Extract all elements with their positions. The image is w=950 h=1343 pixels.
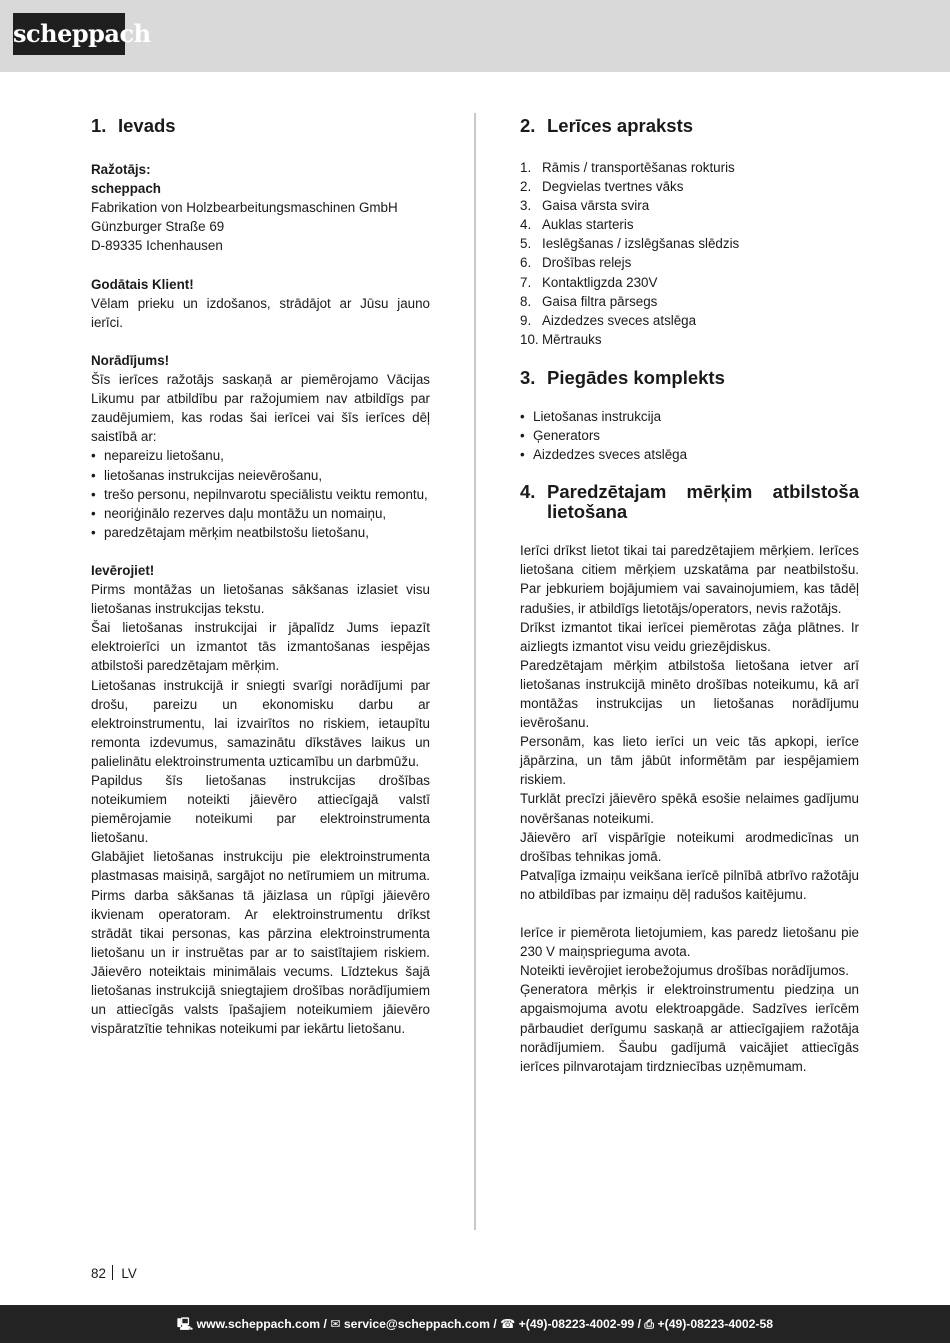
address-line: D-89335 Ichenhausen (91, 238, 223, 254)
list-item (520, 234, 859, 253)
list-item (520, 215, 859, 234)
language-code: LV (121, 1266, 137, 1281)
list-item (520, 196, 859, 215)
list-item: • paredzētajam mērķim neatbilstošu lietošanu, (91, 523, 430, 542)
list-item (520, 273, 859, 292)
fax-number: +(49)-08223-4002-58 (657, 1317, 774, 1331)
note-list (91, 446, 430, 541)
item-number: 3. (520, 198, 532, 214)
item-number: 5. (520, 236, 532, 252)
item-number: 9. (520, 312, 532, 328)
manufacturer-label: Ražotājs: (91, 162, 151, 177)
item-text: Kontaktligzda 230V (542, 274, 658, 290)
heading-text: Lerīces apraksts (547, 115, 694, 136)
attention-paragraph: Lietošanas instrukcijā ir sniegti svarīgi norādījumi par drošu, pareizu un ekonomisku darbu ar elektroinstrumentu, lai izvairītos no riskiem, ietaupītu remonta izdevumus, samazinātu dīkstāves laikus un palielinātu elektroinstrumenta uzticamību un darbmūžu. (91, 677, 430, 769)
list-item (520, 292, 859, 311)
column-divider (474, 113, 476, 1230)
list-item: • neoriģinālo rezerves daļu montāžu un nomaiņu, (91, 504, 430, 523)
use-paragraph: Personām, kas lieto ierīci un veic tās apkopi, ierīce jāpārzina, un tām jābūt informētām par iespējamiem riskiem. (520, 734, 859, 788)
website-link[interactable]: www.scheppach.com (196, 1317, 321, 1331)
phone-icon: ☎ (500, 1317, 516, 1331)
heading-text: Piegādes komplekts (547, 366, 725, 388)
fax-icon: ⎙ (644, 1317, 655, 1331)
item-text: Degvielas tvertnes vāks (542, 179, 684, 195)
item-text: Aizdedzes sveces atslēga (542, 312, 697, 328)
list-item (520, 330, 859, 349)
item-number: 4. (520, 217, 532, 233)
item-number: 1. (520, 160, 532, 175)
use-paragraph: Paredzētajam mērķim atbilstoša lietošana ietver arī lietošanas instrukcijā minēto drošības noteikumu, kā arī montāžas instrukcijas un lietošanas norādījumu ievērošanu. (520, 657, 859, 731)
item-number: 6. (520, 255, 532, 271)
delivery-list (520, 407, 859, 464)
list-item (520, 158, 859, 177)
item-text: Gaisa vārsta svira (542, 198, 650, 214)
item-text: Auklas starteris (542, 217, 634, 233)
list-item: • Aizdedzes sveces atslēga (520, 445, 859, 464)
heading-number: 1. (91, 115, 107, 136)
contact-separator: / (323, 1317, 327, 1331)
section-heading-intended-use (520, 482, 859, 522)
address-line: Fabrikation von Holzbearbeitungsmaschinen GmbH (91, 200, 398, 216)
envelope-icon: ✉ (330, 1317, 341, 1331)
list-item (520, 253, 859, 272)
heading-number: 4. (520, 481, 536, 503)
section-heading-delivery (520, 367, 859, 389)
list-item (520, 311, 859, 330)
list-item: • Ģenerators (520, 426, 859, 445)
list-item: • trešo personu, nepilnvarotu speciālistu veiktu remontu, (91, 485, 430, 504)
item-number: 7. (520, 274, 532, 290)
use-paragraph: Patvaļīga izmaiņu veikšana ierīcē pilnībā atbrīvo ražotāju no atbildības par izmaiņu dēļ radušos kaitējumu. (520, 867, 859, 902)
address-line: Günzburger Straße 69 (91, 219, 225, 235)
attention-paragraph: Šai lietošanas instrukcijai ir jāpalīdz Jums iepazīt elektroierīci un izmantot tās izmantošanas iespējas atbilstoši paredzētajam mērķim. (91, 620, 430, 674)
email-link[interactable]: service@scheppach.com (343, 1317, 490, 1331)
use-paragraph: Jāievēro arī vispārīgie noteikumi arodmedicīnas un drošības tehnikas jomā. (520, 829, 859, 864)
page-footer (91, 1264, 137, 1283)
use-paragraph: Turklāt precīzi jāievēro spēkā esošie nelaimes gadījumu novēršanas noteikumi. (520, 791, 859, 826)
item-text: Mērtrauks (542, 331, 602, 347)
list-item: • lietošanas instrukcijas neievērošanu, (91, 466, 430, 485)
item-number: 2. (520, 179, 532, 195)
item-number: 8. (520, 293, 532, 309)
list-item: • nepareizu lietošanu, (91, 446, 430, 465)
contact-bar (0, 1305, 950, 1343)
item-number: 10. (520, 331, 539, 347)
greeting-label: Godātais Klient! (91, 276, 194, 292)
contact-separator: / (493, 1317, 497, 1331)
use-paragraph: Ierīce ir piemērota lietojumiem, kas paredz lietošanu pie 230 V maiņsprieguma avota. (520, 925, 859, 960)
attention-label: Ievērojiet! (91, 562, 155, 578)
section-heading-intro (91, 115, 430, 137)
note-label: Norādījums! (91, 352, 170, 368)
heading-text: Ievads (118, 115, 176, 136)
note-text: Šīs ierīces ražotājs saskaņā ar piemērojamo Vācijas Likumu par atbildību par ražojumiem nav atbildīgs par zaudējumiem, kas rodas šai ierīcei vai šīs ierīces dēļ saistībā ar: (91, 372, 430, 445)
contact-separator: / (637, 1317, 641, 1331)
section-heading-description (520, 115, 859, 137)
heading-number: 3. (520, 366, 536, 388)
item-text: Rāmis / transportēšanas rokturis (542, 160, 735, 175)
use-paragraph: Ģeneratora mērķis ir elektroinstrumentu piedziņa un apgaismojuma avotu elektroapgāde. Sadzīves ierīcēm pārbaudiet derīgumu saskaņā ar attiecīgajiem ražotāja norādījumiem. Šaubu gadījumā vaicājiet attiecīgās ierīces pilnvarotajam tirdzniecības uzņēmumam. (520, 982, 859, 1074)
right-column (520, 115, 859, 1076)
use-paragraph: Noteikti ievērojiet ierobežojumus drošības norādījumos. (520, 963, 849, 979)
attention-paragraph: Pirms montāžas un lietošanas sākšanas izlasiet visu lietošanas instrukcijas tekstu. (91, 582, 430, 617)
attention-paragraph: Papildus šīs lietošanas instrukcijas drošības noteikumiem noteikti jāievēro attiecīgajā valstī piemērojamie noteikumi par elektroinstrumenta lietošanu. (91, 773, 430, 846)
header-bar (0, 0, 950, 72)
heading-number: 2. (520, 115, 536, 136)
heading-text: Paredzētajam mērķim atbilstoša lietošana (547, 481, 859, 523)
use-paragraph: Ierīci drīkst lietot tikai tai paredzētajiem mērķiem. Ierīces lietošana citiem mērķiem uzskatāma par neatbilstošu. Par jebkuriem bojājumiem vai savainojumiem, kas tādēļ radušies, ir atbildīgs lietotājs/operators, nevis ražotājs. (520, 543, 859, 616)
item-text: Ieslēgšanas / izslēgšanas slēdzis (542, 236, 740, 252)
list-item (520, 177, 859, 196)
page-number: 82 (91, 1266, 106, 1281)
list-item: • Lietošanas instrukcija (520, 407, 859, 426)
greeting-text: Vēlam prieku un izdošanos, strādājot ar Jūsu jauno ierīci. (91, 295, 430, 330)
monitor-icon: 🖳 (176, 1317, 194, 1331)
item-text: Drošības relejs (542, 255, 632, 271)
parts-list (520, 158, 859, 349)
item-text: Gaisa filtra pārsegs (542, 293, 658, 309)
attention-paragraph: Glabājiet lietošanas instrukciju pie elektroinstrumenta plastmasas maisiņā, sargājot no netīrumiem un mitruma. Pirms darba sākšanas tā jāizlasa un rūpīgi jāievēro ikvienam operatoram. Ar elektroinstrumentu drīkst strādāt tikai personas, kas pārzina elektroinstrumenta lietošanu un ir instruētas par ar to saistītajiem riskiem. Jāievēro noteiktais minimālais vecums. Līdztekus šajā lietošanas instrukcijā sniegtajiem drošības norādījumiem un attiecīgās valsts īpašajiem noteikumiem jāievēro vispāratzītie tehnikas noteikumi par iekārtu lietošanu. (91, 849, 430, 1037)
phone-number: +(49)-08223-4002-99 (518, 1317, 635, 1331)
scheppach-logo: scheppach (13, 13, 125, 55)
use-paragraph: Drīkst izmantot tikai ierīcei piemērotas zāģa plātnes. Ir aizliegts izmantot visu veidu griezējdiskus. (520, 619, 859, 654)
manufacturer-name: scheppach (91, 181, 161, 197)
left-column (91, 115, 430, 1038)
footer-separator (112, 1265, 114, 1280)
